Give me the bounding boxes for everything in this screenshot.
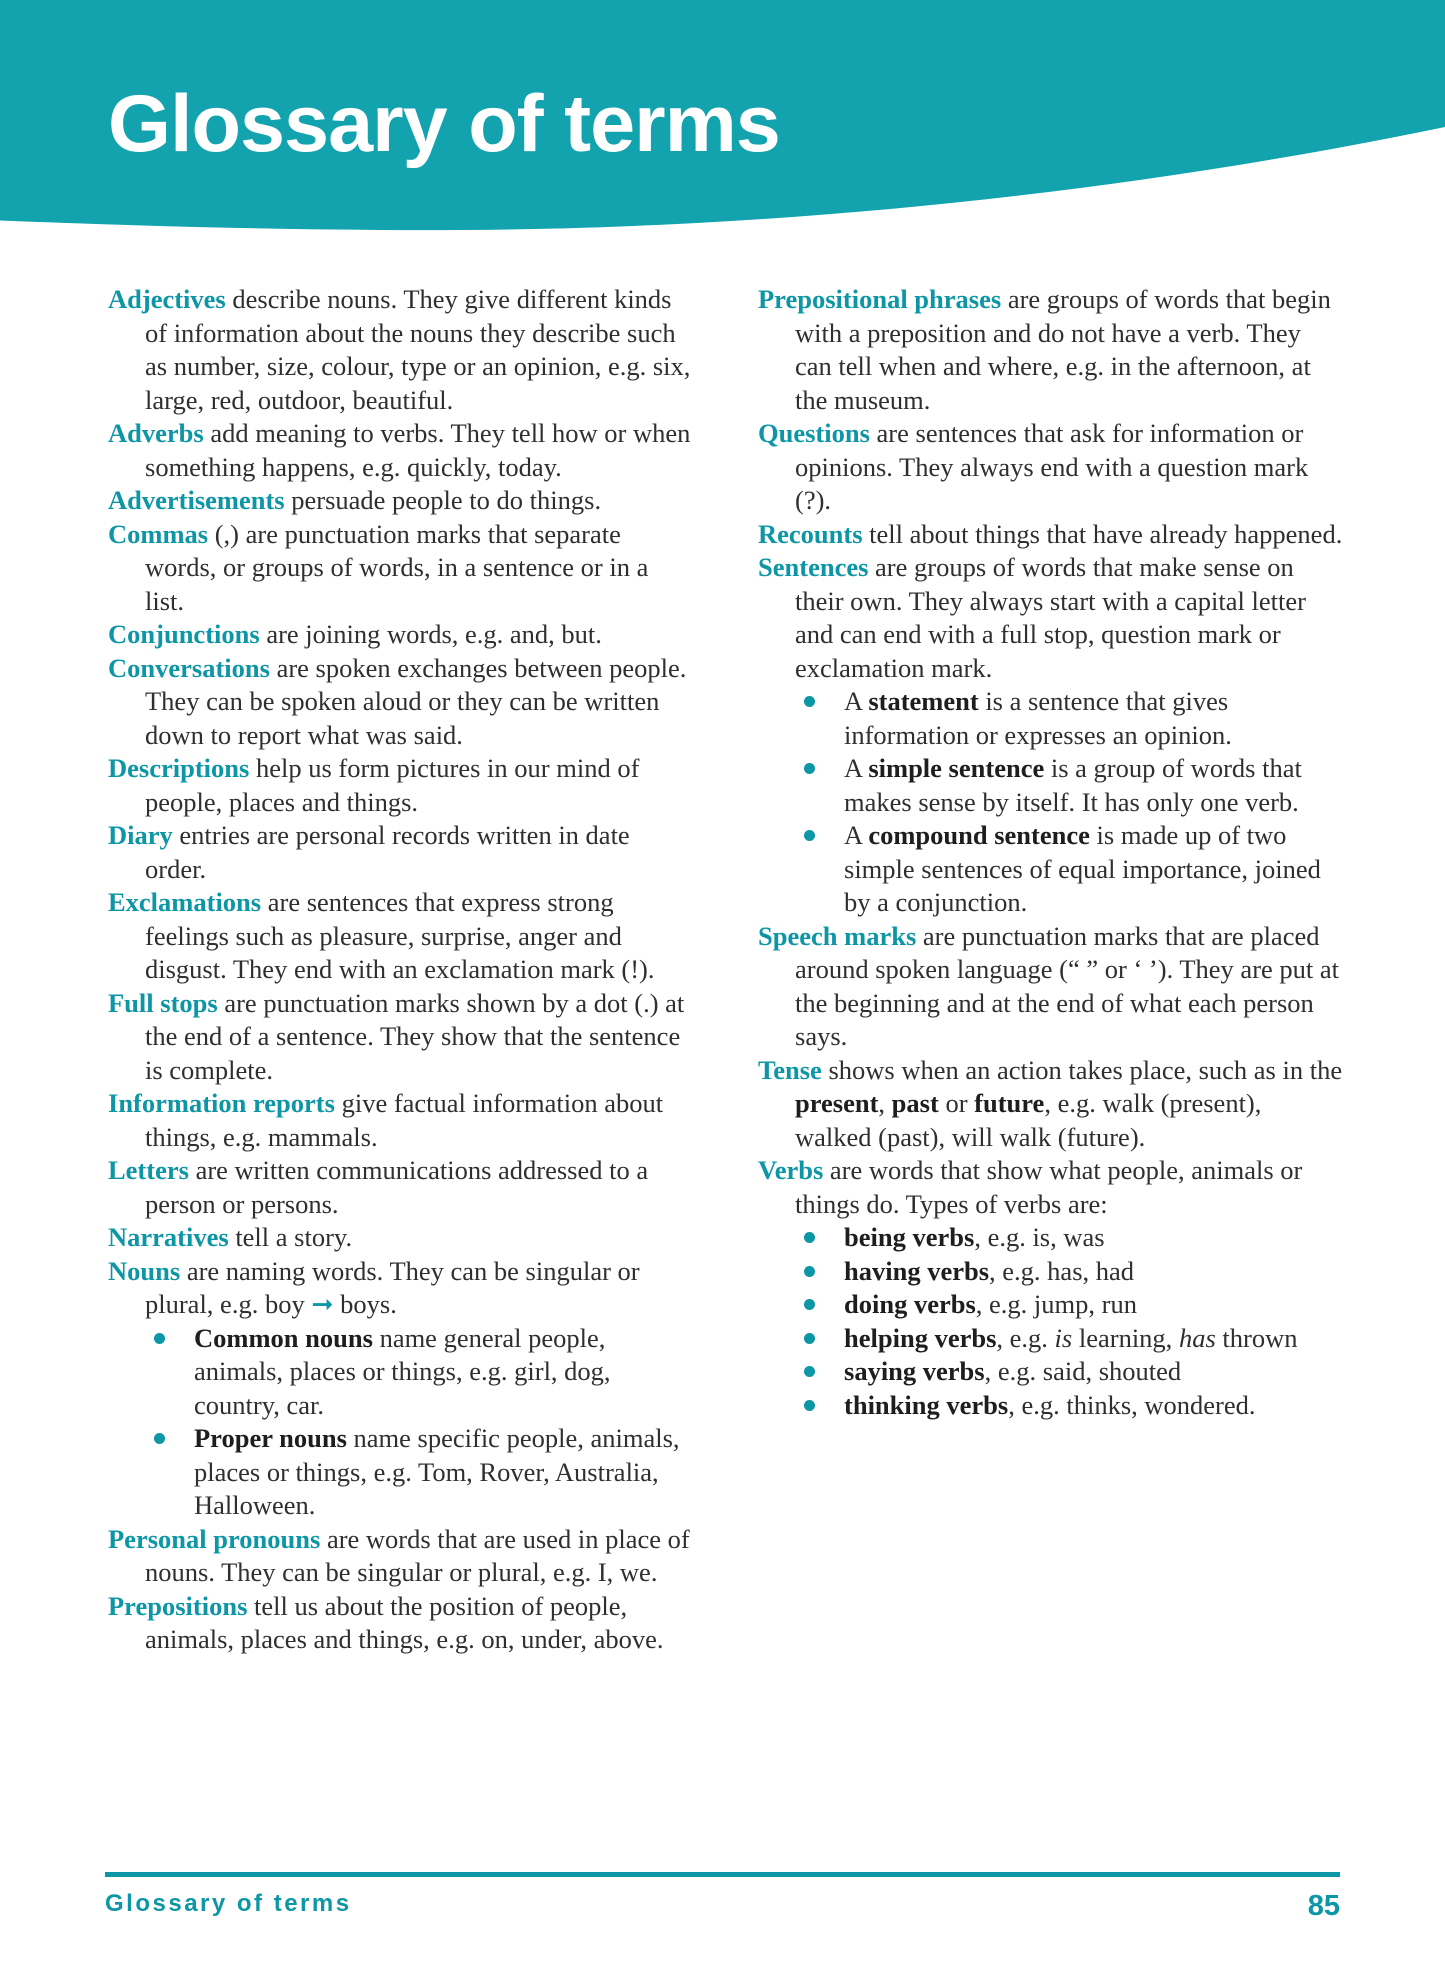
glossary-term: Recounts [758,518,863,549]
glossary-text: , e.g. jump, run [975,1289,1137,1319]
glossary-bullet-item [758,1355,1343,1389]
glossary-text: saying verbs [844,1356,985,1386]
glossary-term: Letters [108,1155,189,1185]
glossary-text: A [844,753,869,783]
bullet-icon [804,763,815,774]
glossary-text: persuade people to do things. [284,485,602,515]
glossary-text: tell about things that have already happened. [862,518,1343,549]
glossary-text: A [844,820,869,850]
bullet-icon [804,1299,815,1310]
page-footer [105,1872,1340,1923]
glossary-text: are joining words, e.g. and, but. [259,619,602,649]
glossary-text: name general people, animals, places or things, e.g. girl, dog, country, car. [194,1322,611,1420]
footer-section-label: Glossary of terms [105,1890,352,1917]
glossary-entry [758,417,1343,518]
glossary-text: doing verbs [844,1289,976,1319]
glossary-entry [758,1154,1343,1221]
glossary-text: tell a story. [228,1222,353,1252]
glossary-text: Proper nouns [194,1423,347,1453]
bullet-icon [804,1266,815,1277]
glossary-text: , e.g. thinks, wondered. [1008,1389,1256,1420]
glossary-term: Questions [758,418,870,448]
glossary-text: tell us about the position of people, animals, places and things, e.g. on, under, above. [145,1590,664,1654]
glossary-text: helping verbs [844,1322,997,1353]
glossary-text: A [844,686,869,716]
glossary-text: , e.g. has, had [989,1255,1135,1286]
glossary-text: is made up of two simple sentences of equal importance, joined by a conjunction. [844,820,1321,917]
glossary-column-right [758,283,1343,1657]
glossary-text: compound sentence [868,820,1090,850]
glossary-text: are words that are used in place of nouns. They can be singular or plural, e.g. I, we. [145,1523,690,1587]
glossary-term: Descriptions [108,753,250,783]
glossary-bullet-item [758,1389,1343,1423]
glossary-term: Conjunctions [108,619,260,649]
glossary-text: thinking verbs [844,1389,1009,1420]
glossary-column-left [108,283,693,1657]
glossary-entry [108,1523,693,1590]
glossary-text: are punctuation marks that are placed around spoken language (“ ” or ‘ ’). They are put at the beginning and at the end of what each person says. [795,920,1340,1051]
glossary-bullet-item [108,1422,693,1523]
glossary-entry [108,652,693,753]
glossary-text: are sentences that ask for information or opinions. They always end with a question mark (?). [795,418,1309,515]
glossary-text: future [974,1088,1045,1118]
page-number: 85 [1307,1890,1340,1922]
glossary-text: are written communications addressed to a person or persons. [145,1155,649,1219]
glossary-text: name specific people, animals, places or things, e.g. Tom, Rover, Australia, Halloween. [194,1423,680,1520]
glossary-entry [758,283,1343,417]
glossary-text: , [878,1088,892,1118]
glossary-text: entries are personal records written in date order. [145,820,630,884]
glossary-term: Commas [108,518,209,549]
glossary-term: Exclamations [108,887,262,917]
bullet-icon [804,1333,815,1344]
bullet-icon [804,1232,815,1243]
bullet-icon [804,830,815,841]
glossary-term: Personal pronouns [108,1523,321,1554]
glossary-term: Prepositional phrases [758,284,1002,314]
glossary-entry [108,1255,693,1322]
glossary-text: , e.g. said, shouted [984,1356,1182,1386]
glossary-term: Information reports [108,1088,335,1118]
glossary-entry [108,1154,693,1221]
glossary-text: describe nouns. They give different kinds of information about the nouns they describe such as number, size, colour, type or an opinion, e.g. six, large, red, outdoor, beautiful. [145,284,691,415]
glossary-entry [108,1087,693,1154]
glossary-term: Speech marks [758,920,917,951]
bullet-icon [154,1433,165,1444]
glossary-text: statement [868,686,979,716]
bullet-icon [154,1333,165,1344]
glossary-term: Advertisements [108,485,285,515]
glossary-term: Sentences [758,552,869,582]
glossary-bullet-item [758,1288,1343,1322]
glossary-entry [758,1054,1343,1155]
glossary-entry [108,417,693,484]
glossary-text: help us form pictures in our mind of people, places and things. [145,753,640,817]
glossary-term: Diary [108,820,173,850]
glossary-text: are groups of words that make sense on their own. They always start with a capital letter and can end with a full stop, question mark or exclamation mark. [795,552,1306,683]
glossary-text: , e.g. [996,1322,1055,1353]
glossary-text: (,) are punctuation marks that separate words, or groups of words, in a sentence or in a list. [145,518,649,616]
glossary-text: boys. [333,1289,397,1319]
glossary-text: is [1054,1322,1073,1353]
glossary-text: are naming words. They can be singular or plural, e.g. boy [145,1255,640,1319]
glossary-text: are groups of words that begin with a preposition and do not have a verb. They can tell when and where, e.g. in the afternoon, at the museum. [795,284,1331,415]
glossary-entry [758,518,1343,552]
glossary-content [108,283,1343,1657]
glossary-text: is a group of words that makes sense by itself. It has only one verb. [844,753,1302,817]
glossary-entry [108,1590,693,1657]
glossary-bullet-item [758,1221,1343,1255]
glossary-text: past [891,1088,939,1118]
glossary-term: Conversations [108,652,270,683]
glossary-text: having verbs [844,1255,990,1286]
glossary-text: shows when an action takes place, such as in the [821,1054,1343,1085]
glossary-text: learning, [1072,1322,1179,1353]
bullet-icon [804,696,815,707]
glossary-term: Tense [758,1054,822,1085]
header-banner [0,0,1445,240]
glossary-term: Verbs [758,1155,824,1185]
glossary-text: thrown [1215,1322,1298,1353]
glossary-text: , e.g. walk (present), walked (past), will walk (future). [795,1088,1262,1152]
glossary-text: are punctuation marks shown by a dot (.) at the end of a sentence. They show that the sentence is complete. [145,987,685,1085]
glossary-text: being verbs [844,1222,975,1252]
glossary-text: are spoken exchanges between people. They can be spoken aloud or they can be written down to report what was said. [145,652,687,750]
glossary-bullet-item [758,819,1343,920]
glossary-term: Adverbs [108,418,204,448]
glossary-entry [108,518,693,619]
glossary-text: are words that show what people, animals or things do. Types of verbs are: [795,1155,1303,1219]
glossary-term: Nouns [108,1255,181,1286]
glossary-entry [108,283,693,417]
glossary-bullet-item [758,1255,1343,1289]
glossary-text: are sentences that express strong feelings such as pleasure, surprise, anger and disgust. They end with an exclamation mark (!). [145,887,655,984]
glossary-entry [108,484,693,518]
glossary-entry [108,886,693,987]
glossary-term: Full stops [108,987,218,1018]
glossary-entry [108,987,693,1088]
glossary-term: Adjectives [108,284,226,314]
glossary-entry [108,752,693,819]
glossary-term: Narratives [108,1222,229,1252]
glossary-bullet-item [758,1322,1343,1356]
glossary-text: has [1178,1322,1216,1353]
glossary-text: , e.g. is, was [974,1222,1105,1252]
bullet-icon [804,1366,815,1377]
glossary-text: is a sentence that gives information or expresses an opinion. [844,686,1232,750]
glossary-text: simple sentence [868,753,1045,783]
arrow-right-icon: ➞ [311,1289,334,1320]
glossary-entry [108,819,693,886]
glossary-bullet-item [108,1322,693,1423]
glossary-entry [108,1221,693,1255]
glossary-entry [758,551,1343,685]
glossary-bullet-item [758,752,1343,819]
page-title: Glossary of terms [108,79,780,169]
glossary-text: Common nouns [194,1322,373,1353]
glossary-entry [108,618,693,652]
bullet-icon [804,1400,815,1411]
glossary-bullet-item [758,685,1343,752]
glossary-text: or [938,1088,975,1118]
glossary-text: add meaning to verbs. They tell how or when something happens, e.g. quickly, today. [145,418,691,482]
glossary-entry [758,920,1343,1054]
glossary-text: give factual information about things, e.g. mammals. [145,1088,664,1152]
glossary-text: present [795,1088,879,1118]
glossary-term: Prepositions [108,1590,248,1621]
